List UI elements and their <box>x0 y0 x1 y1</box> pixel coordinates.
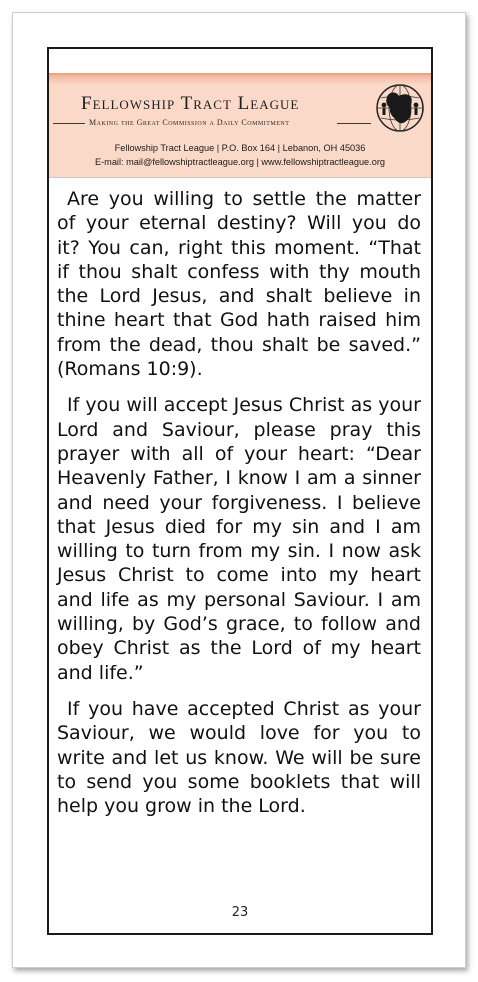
paragraph-prayer: If you will accept Jesus Christ as your Lord and Saviour, please pray this prayer with all of your heart: “Dear Heavenly Father, I know I am a sinner and need your forgiveness. I believe that Jesus died for my sin and I am willing to turn from my sin. I now ask Jesus Christ to come into my heart and life as my personal Saviour. I am willing, by God’s grace, to follow and obey Christ as the Lord of my heart and life.” <box>57 394 421 684</box>
paragraph-contact-us: If you have accepted Christ as your Saviour, we would love for you to write and let us know. We will be sure to send you some booklets that will help you grow in the Lord. <box>57 697 421 818</box>
paragraph-salvation: Are you willing to settle the matter of your eternal destiny? Will you do it? You can, right this moment. “That if thou shalt confess with thy mouth the Lord Jesus, and shalt believe in thine heart that God hath raised him from the dead, thou shalt be saved.” (Romans 10:9). <box>57 188 421 381</box>
org-header <box>49 73 431 178</box>
tagline-rule-left <box>53 123 85 124</box>
org-title: Fellowship Tract League <box>81 93 300 114</box>
tract-page <box>12 12 466 968</box>
tract-body <box>57 187 421 830</box>
tagline-row <box>53 118 371 128</box>
page-number: 23 <box>231 905 249 920</box>
contact-email-web: E-mail: mail@fellowshiptractleague.org | www.fellowshiptractleague.org <box>94 157 386 167</box>
tagline-rule-right <box>337 123 371 124</box>
header-band <box>49 75 431 85</box>
contact-address: Fellowship Tract League | P.O. Box 164 | Lebanon, OH 45036 <box>114 143 366 153</box>
tract-frame <box>47 47 433 935</box>
globe-with-people-icon <box>375 83 425 133</box>
org-tagline: Making the Great Commission a Daily Commitment <box>89 118 290 127</box>
